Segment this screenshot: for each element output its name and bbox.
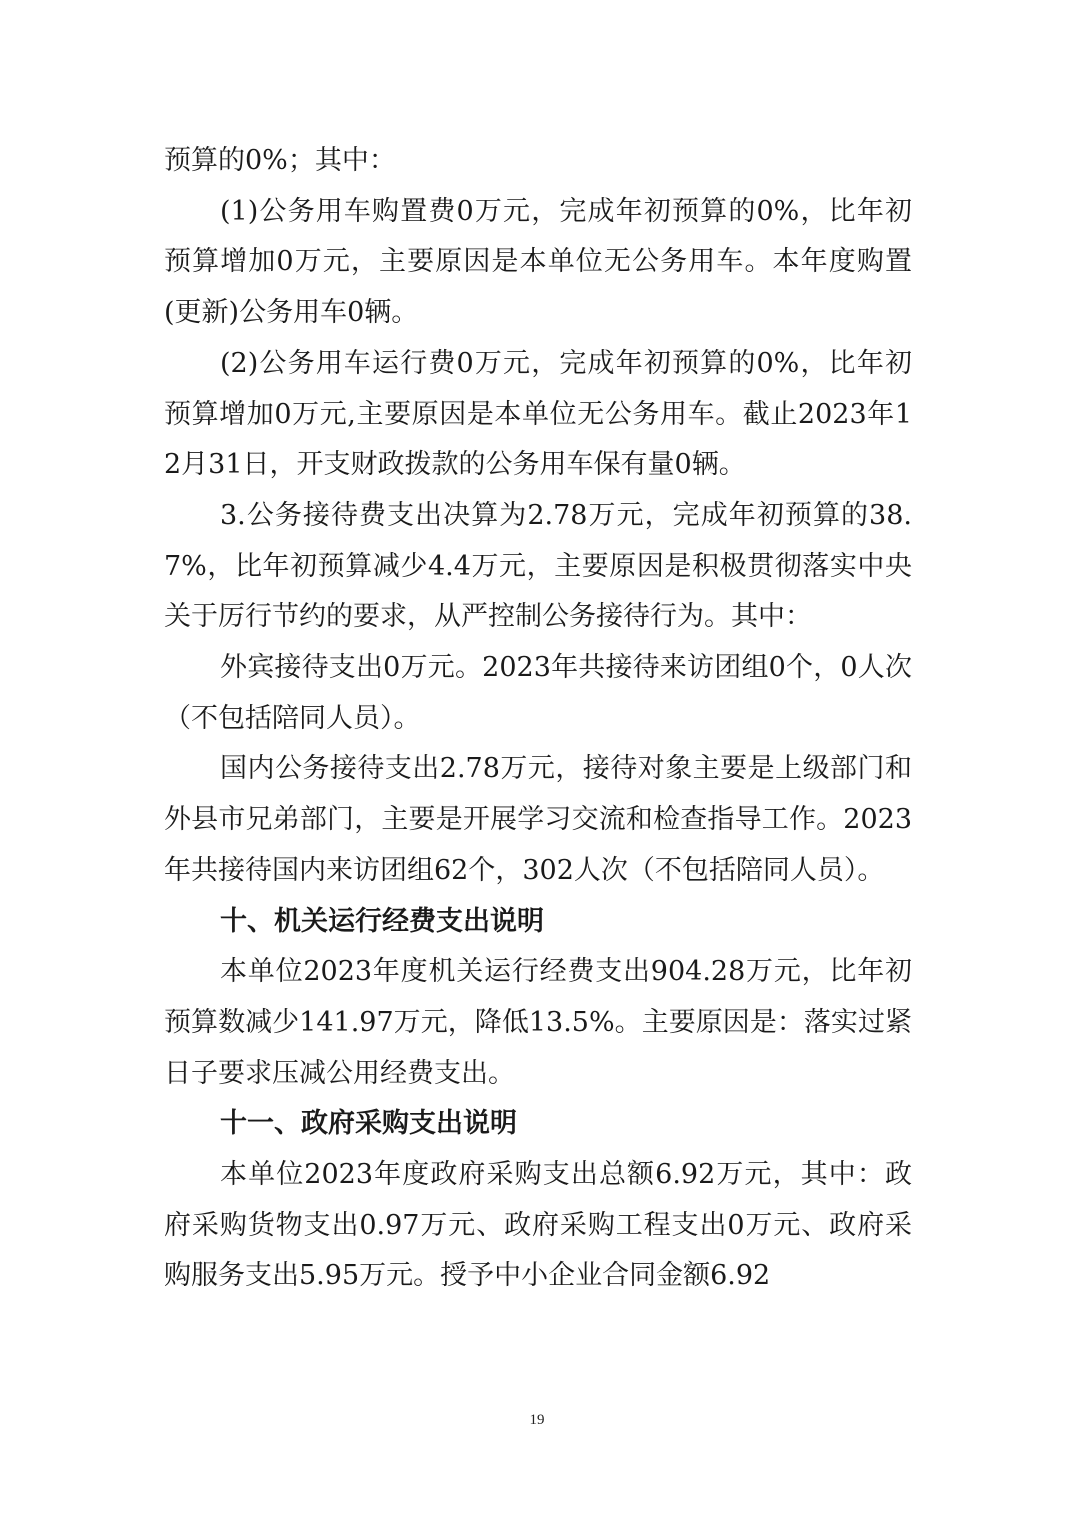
paragraph-foreign-reception: 外宾接待支出0万元。2023年共接待来访团组0个，0人次（不包括陪同人员）。 xyxy=(164,652,912,734)
paragraph-vehicle-operation: (2)公务用车运行费0万元，完成年初预算的0%，比年初预算增加0万元,主要原因是本单位无公务用车。截止2023年12月31日，开支财政拨款的公务用车保有量0辆。 xyxy=(164,347,912,481)
page-number: 19 xyxy=(529,1412,545,1428)
section-10-body: 本单位2023年度机关运行经费支出904.28万元，比年初预算数减少141.97万元，降低13.5%。主要原因是：落实过紧日子要求压减公用经费支出。 xyxy=(164,956,912,1089)
section-11-body: 本单位2023年度政府采购支出总额6.92万元，其中：政府采购货物支出0.97万元、政府采购工程支出0万元、政府采购服务支出5.95万元。授予中小企业合同金额6.92 xyxy=(164,1159,912,1292)
paragraph-reception-expense: 3.公务接待费支出决算为2.78万元，完成年初预算的38.7%，比年初预算减少4.4万元，主要原因是积极贯彻落实中央关于厉行节约的要求，从严控制公务接待行为。其中： xyxy=(164,499,912,633)
page-body xyxy=(164,136,912,1302)
paragraph-domestic-reception: 国内公务接待支出2.78万元，接待对象主要是上级部门和外县市兄弟部门，主要是开展学习交流和检查指导工作。2023年共接待国内来访团组62个，302人次（不包括陪同人员）。 xyxy=(164,753,912,886)
paragraph-vehicle-purchase: (1)公务用车购置费0万元，完成年初预算的0%，比年初预算增加0万元，主要原因是本单位无公务用车。本年度购置(更新)公务用车0辆。 xyxy=(164,195,912,329)
section-10-heading: 十、机关运行经费支出说明 xyxy=(220,905,544,937)
section-11-heading: 十一、政府采购支出说明 xyxy=(220,1108,517,1140)
paragraph-continuation: 预算的0%；其中： xyxy=(164,145,396,176)
